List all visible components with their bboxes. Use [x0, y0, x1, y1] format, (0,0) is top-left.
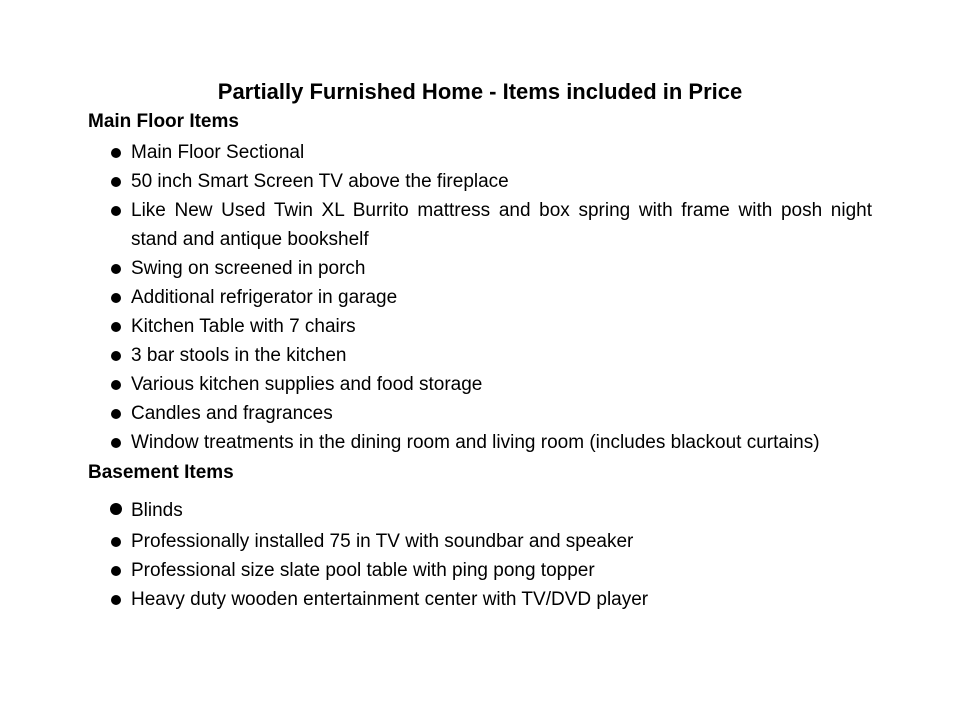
- bullet-icon: [111, 177, 121, 187]
- list-item: [88, 283, 872, 312]
- bullet-icon: [111, 322, 121, 332]
- main-floor-heading: Main Floor Items: [88, 111, 239, 132]
- list-item-text: Blinds: [131, 500, 183, 521]
- list-item-text: Professional size slate pool table with ping pong topper: [131, 560, 595, 581]
- main-floor-list: [88, 138, 872, 457]
- list-item-text: 3 bar stools in the kitchen: [131, 345, 347, 366]
- list-item: [88, 341, 872, 370]
- list-item: [88, 556, 872, 585]
- bullet-icon: [110, 503, 122, 515]
- list-item: [88, 527, 872, 556]
- list-item: [88, 254, 872, 283]
- list-item-text: Kitchen Table with 7 chairs: [131, 316, 356, 337]
- list-item: [88, 494, 872, 527]
- list-item-text: Swing on screened in porch: [131, 258, 366, 279]
- bullet-icon: [111, 438, 121, 448]
- document-page: [88, 78, 872, 617]
- list-item-text: Various kitchen supplies and food storage: [131, 374, 483, 395]
- bullet-icon: [111, 409, 121, 419]
- list-item-text: Heavy duty wooden entertainment center with TV/DVD player: [131, 589, 649, 610]
- bullet-icon: [111, 148, 121, 158]
- bullet-icon: [111, 206, 121, 216]
- list-item: [88, 138, 872, 167]
- list-item-text: Additional refrigerator in garage: [131, 287, 398, 308]
- bullet-icon: [111, 537, 121, 547]
- list-item-text: Candles and fragrances: [131, 403, 333, 424]
- bullet-icon: [111, 566, 121, 576]
- list-item: [88, 585, 872, 614]
- bullet-icon: [111, 595, 121, 605]
- list-item: [88, 370, 872, 399]
- list-item: [88, 312, 872, 341]
- basement-list: [88, 494, 872, 614]
- list-item-text: Like New Used Twin XL Burrito mattress and box spring with frame with posh night stand and antique bookshelf: [131, 200, 872, 250]
- bullet-icon: [111, 351, 121, 361]
- list-item-text: Window treatments in the dining room and living room (includes blackout curtains): [131, 432, 820, 453]
- list-item-text: Main Floor Sectional: [131, 142, 305, 163]
- bullet-icon: [111, 380, 121, 390]
- bullet-icon: [111, 264, 121, 274]
- list-item: [88, 167, 872, 196]
- bullet-icon: [111, 293, 121, 303]
- document-title: Partially Furnished Home - Items included in Price: [217, 79, 743, 104]
- list-item: [88, 399, 872, 428]
- basement-heading: Basement Items: [88, 462, 234, 483]
- list-item-text: 50 inch Smart Screen TV above the fireplace: [131, 171, 509, 192]
- list-item-text: Professionally installed 75 in TV with soundbar and speaker: [131, 531, 634, 552]
- list-item: [88, 196, 872, 254]
- list-item: [88, 428, 872, 457]
